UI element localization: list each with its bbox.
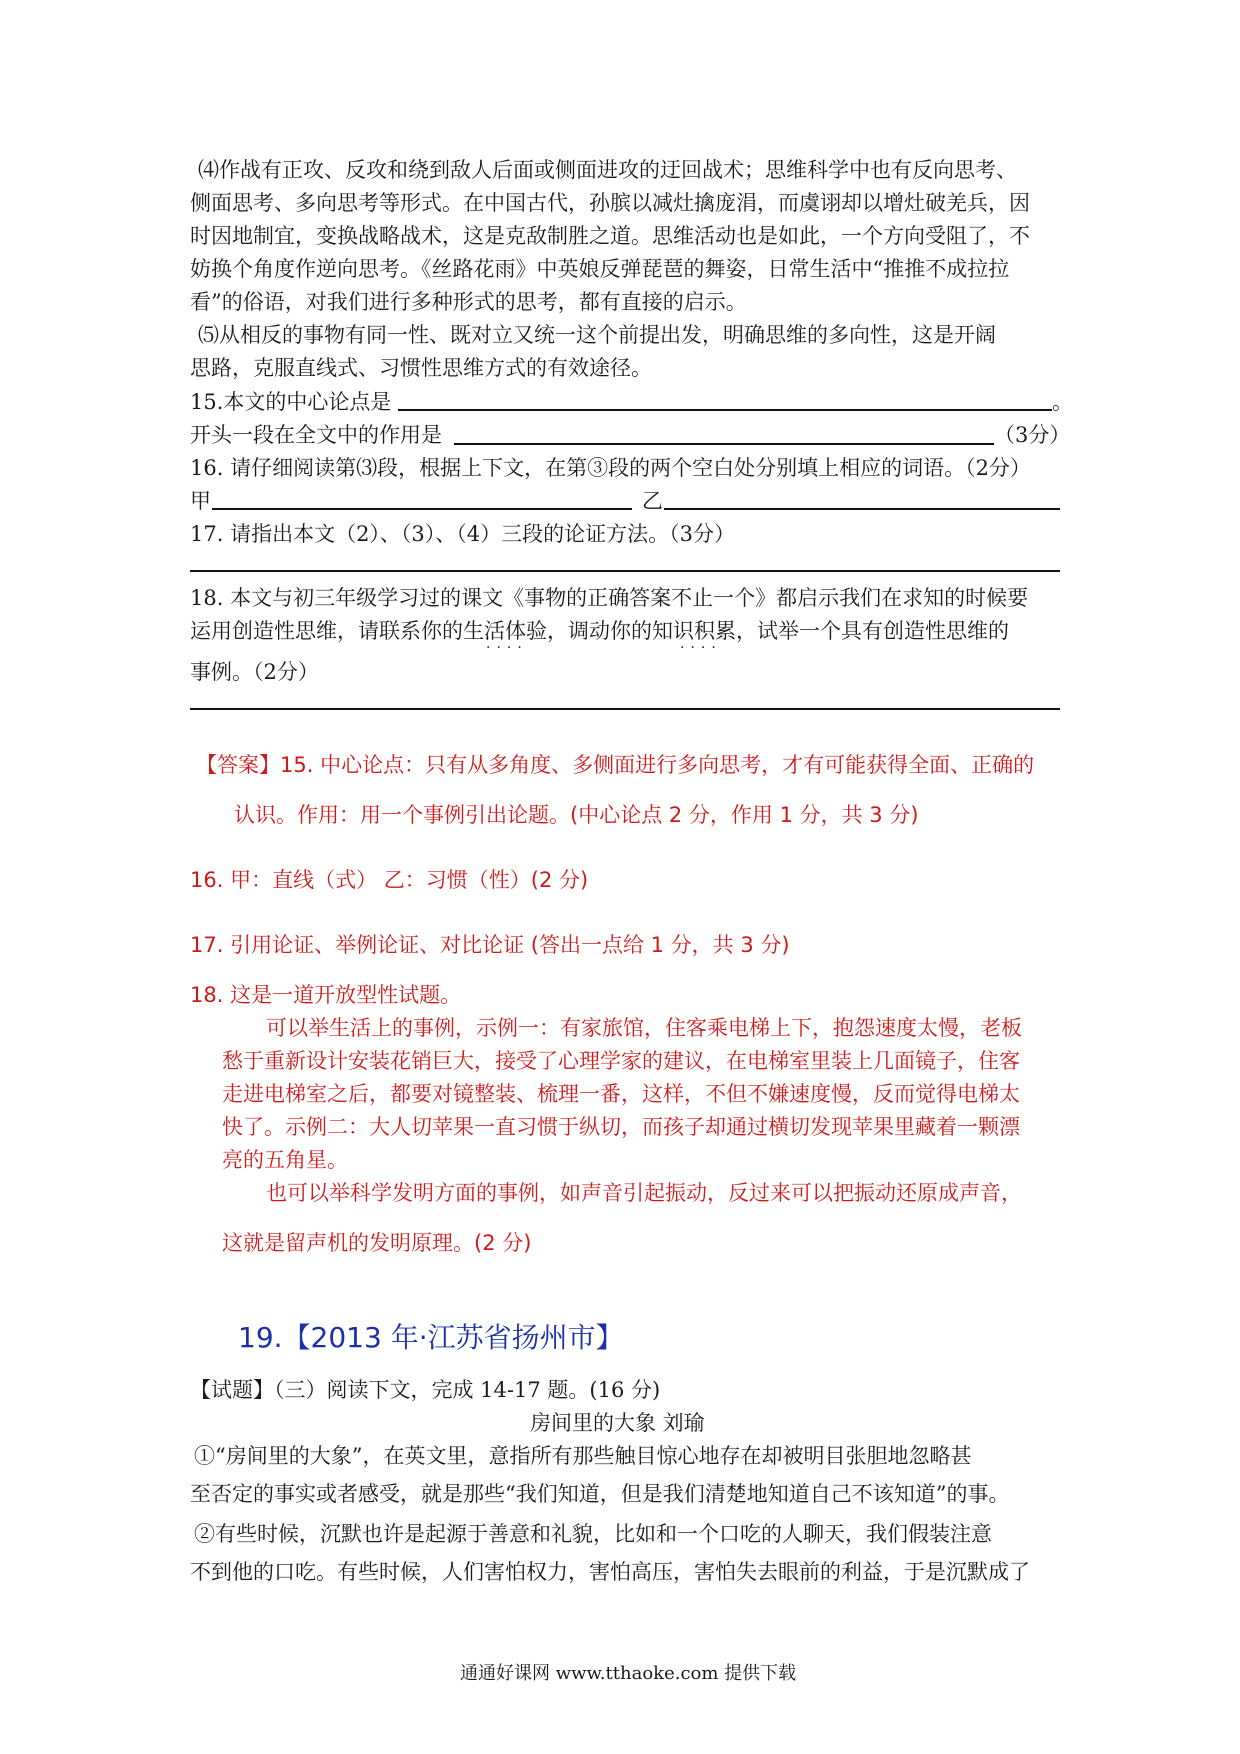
question-18-line-2: 运用创造性思维，请联系你的生活体验，调动你的知识积累，试举一个具有创造性思维的	[190, 619, 1009, 643]
answer-18-line-6: 也可以举科学发明方面的事例，如声音引起振动，反过来可以把振动还原成声音，	[266, 1181, 1022, 1205]
paragraph-4-line-4: 妨换个角度作逆向思考。《丝路花雨》中英娘反弹琵琶的舞姿，日常生活中“推推不成拉拉	[190, 257, 1010, 281]
answer-18-line-5: 亮的五角星。	[222, 1148, 348, 1172]
question-15-prompt: 15.本文的中心论点是	[190, 390, 392, 414]
q16-yi-label: 乙	[642, 489, 663, 513]
paragraph-5-line-1: ⑸从相反的事物有同一性、既对立又统一这个前提出发，明确思维的多向性，这是开阔	[198, 323, 996, 347]
section-19-heading: 19.【2013 年·江苏省扬州市】	[238, 1321, 624, 1354]
page-footer: 通通好课网 www.tthaoke.com 提供下载	[460, 1663, 797, 1684]
q16-yi-answer-line[interactable]	[664, 508, 1060, 510]
q15-answer-line[interactable]	[398, 409, 1052, 411]
answer-15-line-1: 【答案】15. 中心论点：只有从多角度、多侧面进行多向思考，才有可能获得全面、正确的	[196, 753, 1035, 777]
paragraph-4-line-5: 看”的俗语，对我们进行多种形式的思考，都有直接的启示。	[190, 290, 747, 314]
answer-18-line-3: 走进电梯室之后，都要对镜整装、梳理一番，这样，不但不嫌速度慢，反而觉得电梯太	[222, 1082, 1020, 1106]
article-p1-line-2: 至否定的事实或者感受，就是那些“我们知道，但是我们清楚地知道自己不该知道”的事。	[190, 1482, 1010, 1506]
emphasis-dots-experience: ····	[486, 640, 528, 656]
question-17-prompt: 17. 请指出本文（2）、（3）、（4）三段的论证方法。（3分）	[190, 522, 736, 546]
question-18-line-3: 事例。（2分）	[190, 660, 319, 684]
q18-answer-line[interactable]	[190, 708, 1060, 710]
answer-18-heading: 18. 这是一道开放型性试题。	[190, 983, 462, 1007]
answer-18-line-4: 快了。示例二：大人切苹果一直习惯于纵切，而孩子却通过横切发现苹果里藏着一颗漂	[222, 1115, 1020, 1139]
q16-jia-answer-line[interactable]	[212, 508, 632, 510]
question-18-line-1: 18. 本文与初三年级学习过的课文《事物的正确答案不止一个》都启示我们在求知的时候要	[190, 586, 1029, 610]
answer-18-line-1: 可以举生活上的事例，示例一：有家旅馆，住客乘电梯上下，抱怨速度太慢，老板	[266, 1016, 1022, 1040]
question-16-prompt: 16. 请仔细阅读第⑶段，根据上下文，在第③段的两个空白处分别填上相应的词语。（2分）	[190, 456, 1031, 480]
article-p2-line-1: ②有些时候，沉默也许是起源于善意和礼貌，比如和一个口吃的人聊天，我们假装注意	[194, 1522, 992, 1546]
paragraph-4-line-1: ⑷作战有正攻、反攻和绕到敌人后面或侧面进攻的迂回战术；思维科学中也有反向思考、	[198, 158, 1017, 182]
question-15-score: （3分）	[994, 423, 1071, 447]
answer-18-line-7: 这就是留声机的发明原理。(2 分)	[222, 1231, 532, 1255]
q15-role-answer-line[interactable]	[454, 443, 994, 445]
article-p1-line-1: ①“房间里的大象”，在英文里，意指所有那些触目惊心地存在却被明目张胆地忽略甚	[194, 1444, 972, 1468]
emphasis-dots-knowledge: ····	[680, 640, 722, 656]
article-p2-line-2: 不到他的口吃。有些时候，人们害怕权力，害怕高压，害怕失去眼前的利益，于是沉默成了	[190, 1560, 1030, 1584]
answer-16: 16. 甲：直线（式） 乙：习惯（性）(2 分)	[190, 868, 589, 892]
paragraph-4-line-2: 侧面思考、多向思考等形式。在中国古代，孙膑以减灶擒庞涓，而虞诩却以增灶破羌兵，因	[190, 191, 1030, 215]
q16-jia-label: 甲	[190, 489, 211, 513]
paragraph-5-line-2: 思路，克服直线式、习惯性思维方式的有效途径。	[190, 356, 652, 380]
section-19-intro: 【试题】（三）阅读下文，完成 14-17 题。(16 分)	[190, 1378, 661, 1402]
article-title: 房间里的大象 刘瑜	[530, 1411, 705, 1435]
answer-15-line-2: 认识。作用：用一个事例引出论题。(中心论点 2 分，作用 1 分，共 3 分)	[234, 803, 919, 827]
answer-18-line-2: 愁于重新设计安装花销巨大，接受了心理学家的建议，在电梯室里装上几面镜子，住客	[222, 1049, 1020, 1073]
answer-17: 17. 引用论证、举例论证、对比论证 (答出一点给 1 分，共 3 分)	[190, 933, 790, 957]
question-15-role-prompt: 开头一段在全文中的作用是	[190, 423, 442, 447]
q17-answer-line[interactable]	[190, 570, 1060, 572]
question-15-period: 。	[1052, 390, 1073, 414]
paragraph-4-line-3: 时因地制宜，变换战略战术，这是克敌制胜之道。思维活动也是如此，一个方向受阻了，不	[190, 224, 1030, 248]
